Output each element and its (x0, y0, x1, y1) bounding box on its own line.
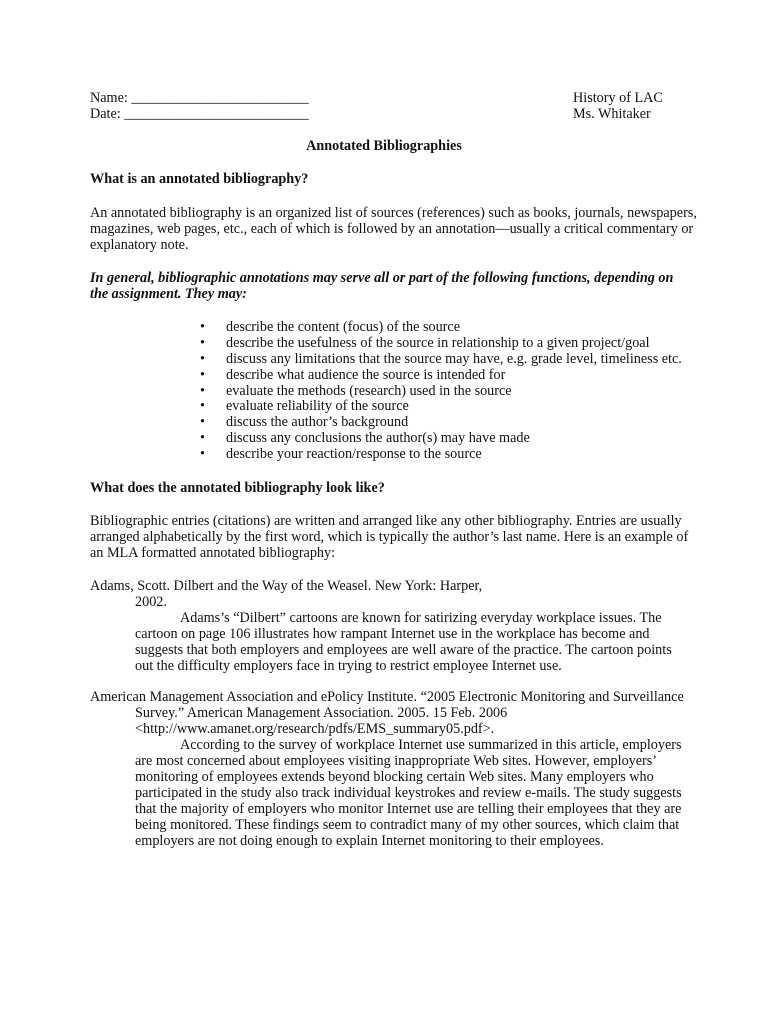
student-info (90, 90, 309, 122)
intro-line: In general, bibliographic annotations may serve all or part of the following functions, depending on (90, 270, 674, 286)
date-line: Date: __________________________ (90, 106, 309, 122)
list-item: • evaluate reliability of the source (200, 398, 682, 414)
list-item: • describe the usefulness of the source in relationship to a given project/goal (200, 335, 682, 351)
citation-line: 2002. (135, 594, 167, 610)
body-line: Bibliographic entries (citations) are written and arranged like any other bibliography. Entries are usually (90, 513, 682, 529)
body-line: explanatory note. (90, 237, 189, 253)
section2-body (90, 513, 690, 561)
course-name: History of LAC (573, 90, 663, 106)
functions-intro (90, 270, 690, 302)
citation-line: Adams, Scott. Dilbert and the Way of the Weasel. New York: Harper, (90, 578, 483, 594)
section2-heading: What does the annotated bibliography look like? (90, 480, 385, 496)
annotation-line: suggests that both employers and employees are well aware of the practice. The cartoon points (135, 642, 672, 658)
citation-line: Survey.” American Management Association. 2005. 15 Feb. 2006 (135, 705, 508, 721)
bibliography-entry (90, 689, 690, 849)
annotation-line: monitoring of employees extends beyond blocking certain Web sites. Many employers who (135, 769, 654, 785)
body-line: An annotated bibliography is an organized list of sources (references) such as books, journals, newspapers, (90, 205, 697, 221)
name-line: Name: _________________________ (90, 90, 309, 106)
teacher-name: Ms. Whitaker (573, 106, 651, 122)
section1-heading: What is an annotated bibliography? (90, 171, 309, 187)
annotation-line: According to the survey of workplace Internet use summarized in this article, employers (180, 737, 682, 753)
intro-line: the assignment. They may: (90, 286, 247, 302)
functions-list (200, 319, 682, 462)
body-line: magazines, web pages, etc., each of which is followed by an annotation—usually a critical commentary or (90, 221, 694, 237)
course-info (573, 90, 663, 122)
annotation-line: cartoon on page 106 illustrates how rampant Internet use in the workplace has become and (135, 626, 650, 642)
body-line: arranged alphabetically by the first word, which is typically the author’s last name. Here is an example of (90, 529, 689, 545)
body-line: an MLA formatted annotated bibliography: (90, 545, 336, 561)
list-item: • evaluate the methods (research) used in the source (200, 383, 682, 399)
list-item: • describe your reaction/response to the source (200, 446, 682, 462)
annotation-line: being monitored. These findings seem to contradict many of my other sources, which claim that (135, 817, 680, 833)
list-item: • discuss any limitations that the source may have, e.g. grade level, timeliness etc. (200, 351, 682, 367)
bibliography-entry (90, 578, 690, 674)
annotation-line: participated in the study also track individual keystrokes and review e-mails. The study suggests (135, 785, 682, 801)
citation-line: <http://www.amanet.org/research/pdfs/EMS_summary05.pdf>. (135, 721, 495, 737)
list-item: • describe the content (focus) of the source (200, 319, 682, 335)
page-title: Annotated Bibliographies (306, 138, 462, 154)
list-item: • discuss the author’s background (200, 414, 682, 430)
annotation-line: Adams’s “Dilbert” cartoons are known for satirizing everyday workplace issues. The (180, 610, 662, 626)
annotation-line: employers are not doing enough to explain Internet monitoring to their employees. (135, 833, 604, 849)
list-item: • discuss any conclusions the author(s) may have made (200, 430, 682, 446)
annotation-line: are most concerned about employees visiting inappropriate Web sites. However, employers’ (135, 753, 658, 769)
citation-line: American Management Association and ePolicy Institute. “2005 Electronic Monitoring and Surveillance (90, 689, 684, 705)
section1-body (90, 205, 697, 253)
annotation-line: out the difficulty employers face in trying to restrict employee Internet use. (135, 658, 562, 674)
annotation-line: that the majority of employers who monitor Internet use are telling their employees that they are (135, 801, 682, 817)
list-item: • describe what audience the source is intended for (200, 367, 682, 383)
